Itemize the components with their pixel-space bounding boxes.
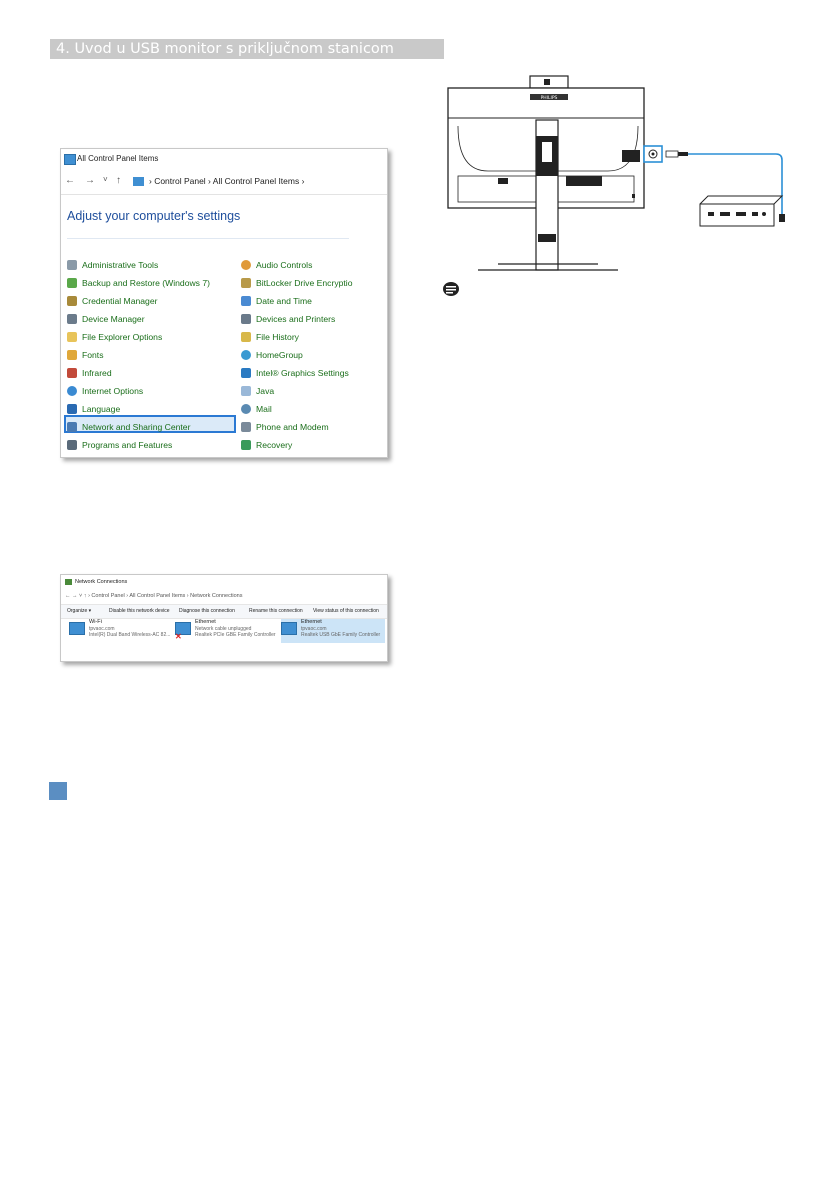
programs-icon bbox=[67, 440, 77, 450]
network-connections-icon bbox=[65, 579, 72, 585]
folder-icon bbox=[133, 177, 144, 186]
section-bullet bbox=[49, 782, 67, 800]
file-history-icon bbox=[241, 332, 251, 342]
back-arrow-icon[interactable]: ← bbox=[65, 175, 75, 186]
note-icon bbox=[443, 282, 459, 296]
java-icon bbox=[241, 386, 251, 396]
connection-wifi[interactable]: Wi-Fi tpvaoc.com Intel(R) Dual Band Wireless-AC 82... bbox=[69, 619, 173, 643]
error-x-icon: ✕ bbox=[175, 632, 182, 641]
organize-button[interactable]: Organize ▾ bbox=[67, 608, 92, 614]
device-icon bbox=[67, 314, 77, 324]
up-arrow-icon[interactable]: ↑ bbox=[116, 175, 121, 186]
intel-graphics-icon bbox=[241, 368, 251, 378]
tools-icon bbox=[67, 260, 77, 270]
mail-icon bbox=[241, 404, 251, 414]
monitor-connection-diagram bbox=[438, 66, 798, 276]
bitlocker-icon bbox=[241, 278, 251, 288]
rename-button[interactable]: Rename this connection bbox=[249, 608, 303, 614]
backup-icon bbox=[67, 278, 77, 288]
diagnose-button[interactable]: Diagnose this connection bbox=[179, 608, 235, 614]
window-title: Network Connections bbox=[75, 579, 128, 585]
window-titlebar bbox=[61, 149, 387, 169]
forward-arrow-icon[interactable]: → bbox=[85, 175, 95, 186]
network-connections-screenshot bbox=[60, 574, 388, 662]
breadcrumb[interactable]: ← → ˅ ↑ › Control Panel › All Control Panel Items › Network Connections bbox=[65, 593, 243, 599]
recovery-icon bbox=[241, 440, 251, 450]
clock-icon bbox=[241, 296, 251, 306]
language-icon bbox=[67, 404, 77, 414]
vault-icon bbox=[67, 296, 77, 306]
recent-dropdown-icon[interactable]: ˅ bbox=[103, 175, 108, 184]
globe-icon bbox=[67, 386, 77, 396]
window-title: All Control Panel Items bbox=[77, 154, 159, 163]
view-status-button[interactable]: View status of this connection bbox=[313, 608, 379, 614]
control-panel-screenshot: All Control Panel Items ← → ˅ ↑ › Control Panel › All Control Panel Items › Adjust your computer's settings Administrative Tools Backup and Restore (Windows 7) Credential Manager Device Manager File Explorer Options Fonts Infrared Internet Options Language Network and Sharing Center Programs and Features Audio Controls BitLocker Drive Encryptio Date and Time Devices and Printers File History HomeGroup Intel® Graphics Settings Java Mail Phone and Modem Recovery bbox=[60, 148, 388, 458]
control-panel-icon bbox=[64, 154, 76, 165]
phone-icon bbox=[241, 422, 251, 432]
toolbar bbox=[61, 604, 387, 619]
homegroup-icon bbox=[241, 350, 251, 360]
breadcrumb: › Control Panel › All Control Panel Items › bbox=[149, 176, 305, 186]
connection-ethernet-usb[interactable]: Ethernet tpvaoc.com Realtek USB GbE Family Controller bbox=[281, 619, 385, 643]
computer-icon bbox=[281, 622, 297, 635]
network-icon bbox=[67, 422, 77, 432]
page-heading: Adjust your computer's settings bbox=[67, 209, 241, 223]
computer-icon bbox=[69, 622, 85, 635]
folder-options-icon bbox=[67, 332, 77, 342]
disable-device-button[interactable]: Disable this network device bbox=[109, 608, 170, 614]
brand-label: PHILIPS bbox=[540, 96, 558, 101]
section-header: 4. Uvod u USB monitor s priključnom stanicom bbox=[50, 39, 444, 59]
infrared-icon bbox=[67, 368, 77, 378]
navigation-bar bbox=[61, 175, 387, 191]
audio-icon bbox=[241, 260, 251, 270]
fonts-icon bbox=[67, 350, 77, 360]
address-bar[interactable] bbox=[133, 176, 327, 188]
connection-ethernet-unplugged[interactable]: ✕ Ethernet Network cable unplugged Realtek PCIe GBE Family Controller bbox=[175, 619, 276, 641]
printer-icon bbox=[241, 314, 251, 324]
